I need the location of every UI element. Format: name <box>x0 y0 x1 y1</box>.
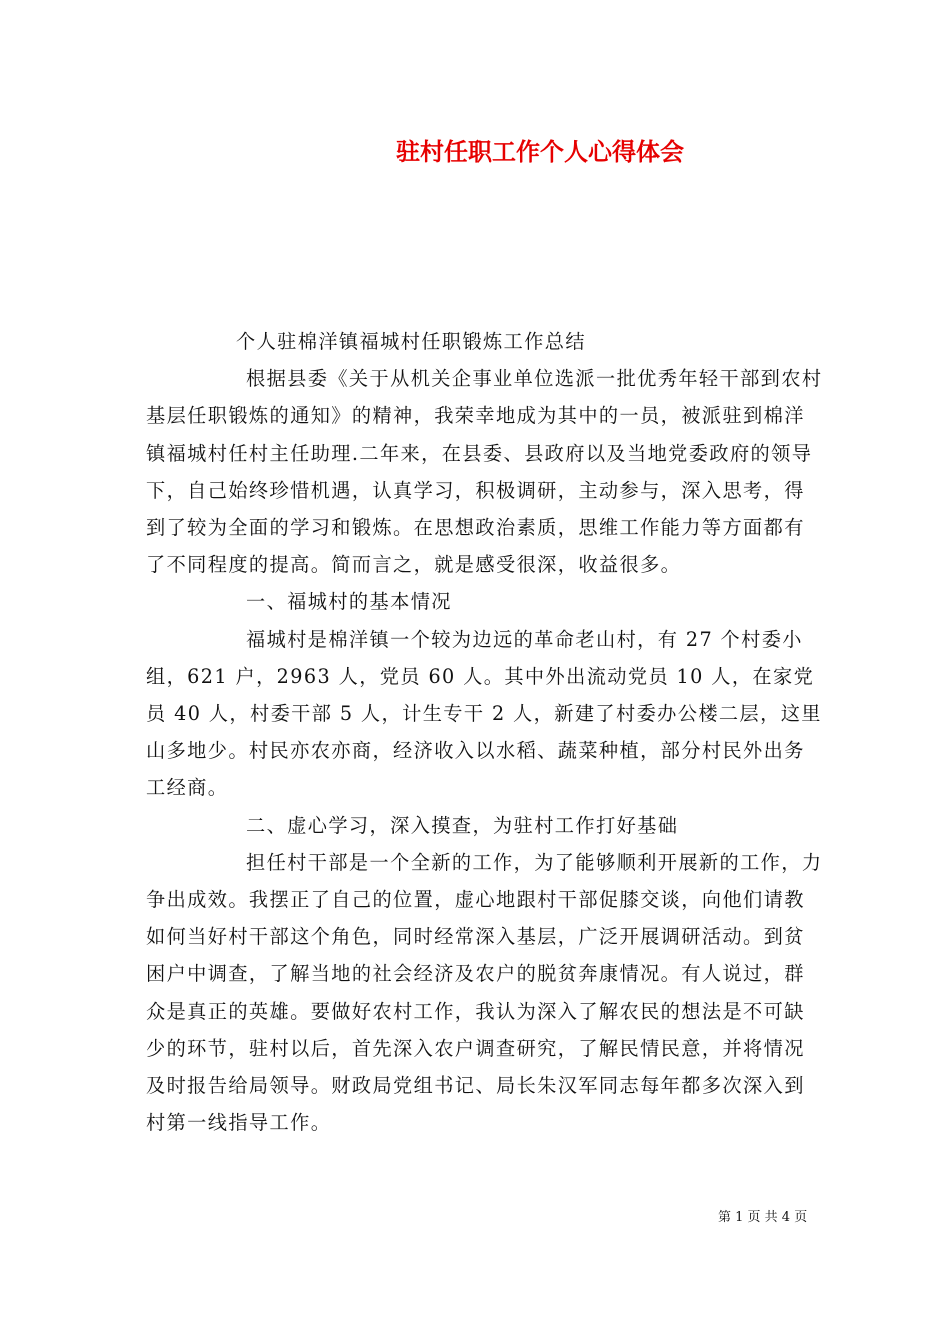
paragraph-basic-info: 福城村是棉洋镇一个较为边远的革命老山村，有 27 个村委小组，621 户，2963 人，党员 60 人。其中外出流动党员 10 人，在家党员 40 人，村委干部 5 人，计生专干 2 人，新建了村委办公楼二层，这里山多地少。村民亦农亦商，经济收入以水稻、蔬菜种植，部分村民外出务工经商。 <box>146 627 822 800</box>
document-subtitle: 个人驻棉洋镇福城村任职锻炼工作总结 <box>236 330 586 353</box>
paragraph-learning: 担任村干部是一个全新的工作，为了能够顺利开展新的工作，力争出成效。我摆正了自己的位置，虚心地跟村干部促膝交谈，向他们请教如何当好村干部这个角色，同时经常深入基层，广泛开展调研活动。到贫困户中调查，了解当地的社会经济及农户的脱贫奔康情况。有人说过，群众是真正的英雄。要做好农村工作，我认为深入了解农民的想法是不可缺少的环节，驻村以后，首先深入农户调查研究，了解民情民意，并将情况及时报告给局领导。财政局党组书记、局长朱汉军同志每年都多次深入到村第一线指导工作。 <box>146 850 823 1135</box>
section-heading-2: 二、虚心学习，深入摸查，为驻村工作打好基础 <box>246 813 679 837</box>
document-body <box>146 323 824 1141</box>
paragraph-intro: 根据县委《关于从机关企事业单位选派一批优秀年轻干部到农村基层任职锻炼的通知》的精神，我荣幸地成为其中的一员，被派驻到棉洋镇福城村任村主任助理.二年来，在县委、县政府以及当地党委政府的领导下，自己始终珍惜机遇，认真学习，积极调研，主动参与，深入思考，得到了较为全面的学习和锻炼。在思想政治素质，思维工作能力等方面都有了不同程度的提高。简而言之，就是感受很深，收益很多。 <box>146 367 823 577</box>
section-heading-1: 一、福城村的基本情况 <box>246 590 452 614</box>
page-number: 第 1 页 共 4 页 <box>718 1210 808 1225</box>
document-title: 驻村任职工作个人心得体会 <box>396 137 684 166</box>
